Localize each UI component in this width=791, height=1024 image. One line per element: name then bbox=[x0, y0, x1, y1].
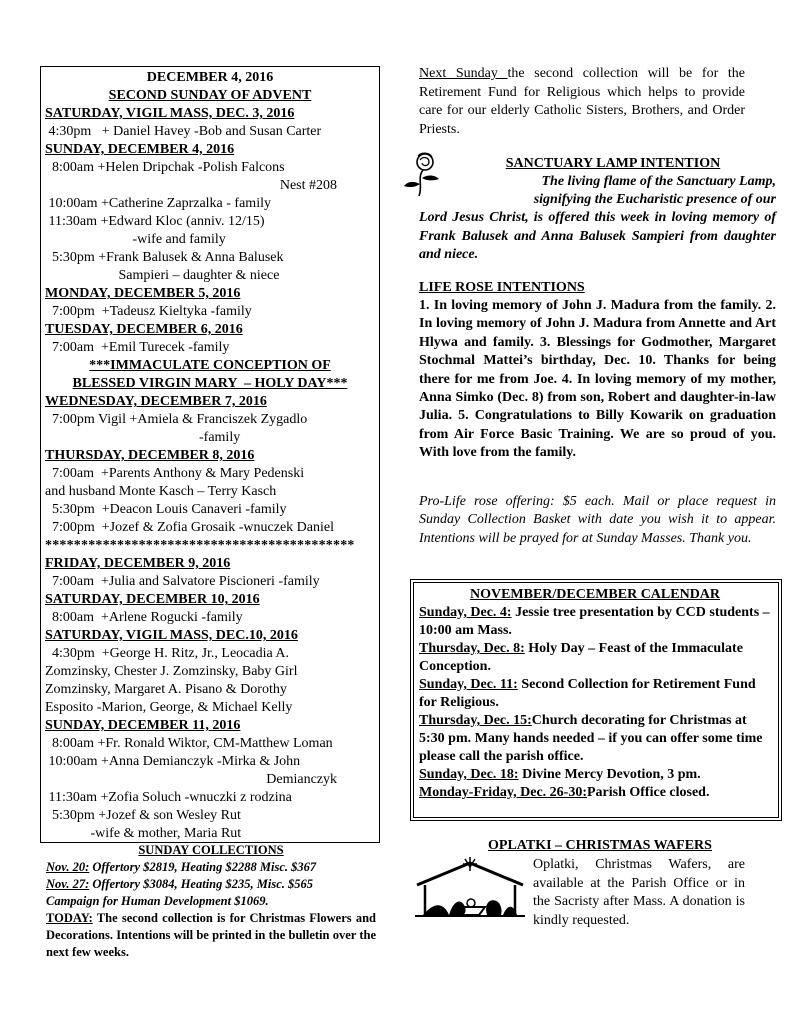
mass-schedule bbox=[45, 69, 375, 843]
mass-day-heading: SUNDAY, DECEMBER 11, 2016 bbox=[45, 718, 241, 733]
calendar-item-date: Monday-Friday, Dec. 26-30: bbox=[419, 785, 587, 800]
mass-entry: 7:00pm +Tadeusz Kieltyka -family bbox=[45, 304, 252, 319]
next-sunday-notice bbox=[419, 65, 745, 139]
calendar-item-date: Thursday, Dec. 8: bbox=[419, 641, 525, 656]
mass-day-heading: FRIDAY, DECEMBER 9, 2016 bbox=[45, 556, 231, 571]
calendar-item-date: Thursday, Dec. 15: bbox=[419, 713, 532, 728]
collections-title: SUNDAY COLLECTIONS bbox=[138, 843, 284, 857]
oplatki-text: Oplatki, Christmas Wafers, are available at the Parish Office or in the Sacristy after Mass. A donation is kindly requested. bbox=[533, 857, 745, 928]
mass-day-heading: SUNDAY, DECEMBER 4, 2016 bbox=[45, 142, 235, 157]
sanctuary-lamp-text: Lord Jesus Christ, is offered this week in loving memory of Frank Balusek and Anna Balusek Sampieri from daughter and niece. bbox=[419, 210, 776, 262]
mass-entry: 10:00am +Anna Demianczyk -Mirka & John bbox=[45, 754, 301, 769]
mass-day-heading: THURSDAY, DECEMBER 8, 2016 bbox=[45, 448, 255, 463]
nativity-icon bbox=[413, 857, 527, 919]
mass-entry: 4:30pm +George H. Ritz, Jr., Leocadia A. bbox=[45, 646, 290, 661]
calendar-item-date: Sunday, Dec. 11: bbox=[419, 677, 518, 692]
mass-entry: Zomzinsky, Margaret A. Pisano & Dorothy bbox=[45, 682, 287, 697]
calendar-item-date: Sunday, Dec. 4: bbox=[419, 605, 512, 620]
next-sunday-text: the second collection will be for the Retirement Fund for Religious which helps to provide care for our elderly Catholic Sisters, Brothers, and Order Priests. bbox=[419, 66, 745, 137]
calendar-item bbox=[419, 712, 771, 766]
mass-day-heading: ***IMMACULATE CONCEPTION OF bbox=[89, 358, 331, 373]
mass-day-heading: TUESDAY, DECEMBER 6, 2016 bbox=[45, 322, 243, 337]
calendar-item-text: Holy Day – Feast of the Immaculate Conception. bbox=[419, 641, 743, 674]
mass-entry: -wife and family bbox=[45, 232, 226, 247]
mass-entry: 7:00am +Julia and Salvatore Piscioneri -family bbox=[45, 574, 320, 589]
collection-nov20-label: Nov. 20: bbox=[46, 860, 90, 874]
mass-entry: 7:00am +Emil Turecek -family bbox=[45, 340, 230, 355]
calendar-item bbox=[419, 676, 771, 712]
pro-life-offering: Pro-Life rose offering: $5 each. Mail or place request in Sunday Collection Basket with date you wish it to appear. Intentions will be prayed for at Sunday Masses. Thank you. bbox=[419, 494, 776, 546]
sunday-collections bbox=[46, 842, 376, 961]
calendar-item-text: Church decorating for Christmas at 5:30 pm. Many hands needed – if you can offer some time please call the parish office. bbox=[419, 713, 763, 764]
mass-entry: ******************************************* bbox=[45, 538, 355, 553]
mass-entry: 5:30pm +Deacon Louis Canaveri -family bbox=[45, 502, 287, 517]
mass-entry: 8:00am +Arlene Rogucki -family bbox=[45, 610, 243, 625]
calendar-item-text: Divine Mercy Devotion, 3 pm. bbox=[518, 767, 701, 782]
mass-entry: Sampieri – daughter & niece bbox=[45, 268, 280, 283]
life-rose-body: 1. In loving memory of John J. Madura from the family. 2. In loving memory of John J. Madura from Annette and Art Hlywa and family. 3. Blessings for Godmother, Margaret Stochmal Mattei’s birthday, Dec. 10. Thanks for being there for me from Joe. 4. In loving memory of my mother, Anna Simko (Dec. 8) from son, Robert and daughter-in-law Julia. 5. Congratulations to Billy Kowarik on graduation from Air Force Basic Training. We are so proud of you. With love from the family. bbox=[419, 298, 776, 461]
mass-entry: Demianczyk bbox=[266, 772, 337, 787]
mass-entry: 11:30am +Zofia Soluch -wnuczki z rodzina bbox=[45, 790, 292, 805]
mass-day-heading: SATURDAY, VIGIL MASS, DEC.10, 2016 bbox=[45, 628, 298, 643]
calendar-item bbox=[419, 766, 771, 784]
mass-day-heading: SATURDAY, VIGIL MASS, DEC. 3, 2016 bbox=[45, 106, 295, 121]
mass-entry: 8:00am +Helen Dripchak -Polish Falcons bbox=[45, 160, 285, 175]
mass-entry: 10:00am +Catherine Zaprzalka - family bbox=[45, 196, 271, 211]
mass-day-heading: WEDNESDAY, DECEMBER 7, 2016 bbox=[45, 394, 267, 409]
calendar-item-text: Jessie tree presentation by CCD students – 10:00 am Mass. bbox=[419, 605, 770, 638]
next-sunday-label: Next Sunday bbox=[419, 66, 508, 81]
calendar-title: NOVEMBER/DECEMBER CALENDAR bbox=[469, 587, 721, 602]
mass-entry: 7:00pm +Jozef & Zofia Grosaik -wnuczek Daniel bbox=[45, 520, 334, 535]
mass-day-heading: MONDAY, DECEMBER 5, 2016 bbox=[45, 286, 241, 301]
mass-entry: 11:30am +Edward Kloc (anniv. 12/15) bbox=[45, 214, 265, 229]
mass-entry: 5:30pm +Frank Balusek & Anna Balusek bbox=[45, 250, 284, 265]
calendar-item-text: Second Collection for Retirement Fund for Religious. bbox=[419, 677, 756, 710]
calendar-item bbox=[419, 784, 771, 802]
bulletin-date: DECEMBER 4, 2016 bbox=[146, 70, 274, 85]
mass-entry: -family bbox=[45, 430, 241, 445]
mass-entry: Nest #208 bbox=[279, 178, 337, 193]
mass-entry: Zomzinsky, Chester J. Zomzinsky, Baby Girl bbox=[45, 664, 298, 679]
today-label: TODAY: bbox=[46, 911, 93, 925]
sanctuary-lamp-line2: signifying the Eucharistic presence of our bbox=[533, 192, 776, 207]
mass-entry: 7:00pm Vigil +Amiela & Franciszek Zygadlo bbox=[45, 412, 308, 427]
calendar-item bbox=[419, 640, 771, 676]
oplatki-title: OPLATKI – CHRISTMAS WAFERS bbox=[488, 838, 712, 853]
mass-entry: Esposito -Marion, George, & Michael Kelly bbox=[45, 700, 293, 715]
sunday-title: SECOND SUNDAY OF ADVENT bbox=[108, 88, 312, 103]
collection-nov27-text: Offertory $3084, Heating $235, Misc. $565 bbox=[89, 877, 313, 891]
calendar bbox=[419, 586, 771, 802]
collection-nov20-text: Offertory $2819, Heating $2288 Misc. $367 bbox=[89, 860, 317, 874]
calendar-item bbox=[419, 604, 771, 640]
collection-nov27-label: Nov. 27: bbox=[46, 877, 90, 891]
mass-entry: 7:00am +Parents Anthony & Mary Pedenski bbox=[45, 466, 305, 481]
sanctuary-lamp-line1: The living flame of the Sanctuary Lamp, bbox=[541, 174, 776, 189]
today-text: The second collection is for Christmas Flowers and Decorations. Intentions will be printed in the bulletin over the next few weeks. bbox=[46, 911, 376, 959]
mass-day-heading: SATURDAY, DECEMBER 10, 2016 bbox=[45, 592, 260, 607]
sanctuary-lamp-title: SANCTUARY LAMP INTENTION bbox=[505, 156, 721, 171]
rose-icon bbox=[401, 150, 447, 198]
life-rose-title: LIFE ROSE INTENTIONS bbox=[419, 280, 585, 295]
mass-entry: 5:30pm +Jozef & son Wesley Rut bbox=[45, 808, 241, 823]
calendar-item-text: Parish Office closed. bbox=[586, 785, 710, 800]
mass-entry: 4:30pm + Daniel Havey -Bob and Susan Carter bbox=[45, 124, 322, 139]
campaign-text: Campaign for Human Development $1069. bbox=[46, 894, 269, 908]
calendar-item-date: Sunday, Dec. 18: bbox=[419, 767, 519, 782]
mass-day-heading: BLESSED VIRGIN MARY – HOLY DAY*** bbox=[72, 376, 348, 391]
mass-entry: -wife & mother, Maria Rut bbox=[45, 826, 242, 841]
mass-entry: 8:00am +Fr. Ronald Wiktor, CM-Matthew Loman bbox=[45, 736, 333, 751]
mass-entry: and husband Monte Kasch – Terry Kasch bbox=[45, 484, 277, 499]
